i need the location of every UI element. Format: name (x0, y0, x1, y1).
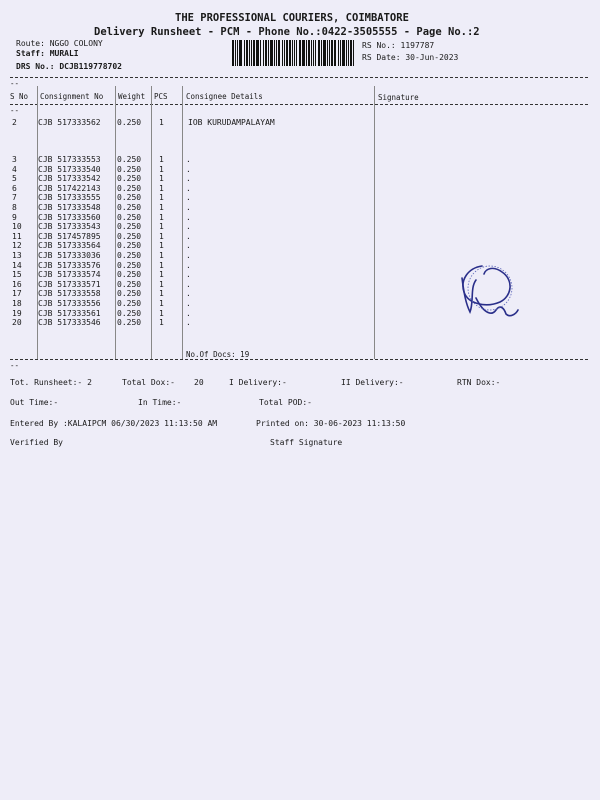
barcode-bar (338, 40, 339, 66)
row-consignment: CJB 517333560 (38, 212, 101, 222)
row-consignment: CJB 517333574 (38, 270, 101, 280)
row-consignment: CJB 517333576 (38, 260, 101, 270)
column-divider (374, 86, 375, 359)
barcode-bar (340, 40, 341, 66)
col-pcs: PCS (154, 92, 168, 101)
barcode-bar (327, 40, 328, 66)
barcode-bar (270, 40, 273, 66)
staff-label: Staff: MURALI (16, 49, 79, 58)
row-weight: 0.250 (117, 174, 142, 184)
entered-by: Entered By :KALAIPCM 06/30/2023 11:13:50 AM (10, 419, 218, 428)
row-consignee-dot: . (186, 231, 191, 241)
barcode-bar (274, 40, 275, 66)
barcode-bar (263, 40, 264, 66)
separator-mark: -- (10, 79, 20, 88)
row-pcs: 1 (159, 183, 164, 193)
row-weight: 0.250 (117, 183, 142, 193)
row-consignee-dot: . (186, 279, 191, 289)
column-divider (115, 86, 116, 359)
column-header-rule (10, 104, 588, 105)
row-pcs: 1 (159, 174, 164, 184)
barcode-bar (282, 40, 283, 66)
row-sno: 16 (12, 279, 22, 289)
runsheet-subtitle: Delivery Runsheet - PCM - Phone No.:0422-3505555 - Page No.:2 (94, 26, 480, 38)
barcode-bar (313, 40, 314, 66)
column-divider (182, 86, 183, 359)
barcode-bar (260, 40, 261, 66)
barcode-bar (311, 40, 312, 66)
tot-runsheet: Tot. Runsheet:- 2 (10, 378, 92, 387)
row-weight: 0.250 (117, 212, 142, 222)
row-sno: 3 (12, 155, 17, 164)
row-weight: 0.250 (117, 308, 142, 318)
barcode-bar (348, 40, 349, 66)
in-time: In Time:- (138, 398, 182, 407)
row-consignment: CJB 517457895 (38, 231, 101, 241)
barcode-bar (289, 40, 291, 66)
col-signature: Signature (378, 93, 419, 102)
row-consignment: CJB 517333571 (38, 279, 101, 289)
row-consignee-dot: . (186, 318, 191, 328)
row-sno: 2 (12, 118, 17, 127)
barcode-bar (246, 40, 248, 66)
rs-date: RS Date: 30-Jun-2023 (362, 53, 459, 62)
row-pcs: 1 (159, 299, 164, 308)
barcode-bar (308, 40, 310, 66)
row-pcs: 1 (159, 241, 164, 251)
row-weight: 0.250 (117, 279, 142, 289)
row-pcs: 1 (159, 118, 164, 127)
ii-delivery: II Delivery:- (341, 378, 404, 387)
row-consignment: CJB 517333542 (38, 174, 101, 184)
row-weight: 0.250 (117, 251, 142, 260)
row-sno: 19 (12, 308, 22, 318)
barcode-bar (315, 40, 316, 66)
row-sno: 11 (12, 231, 22, 241)
route-label: Route: NGGO COLONY (16, 39, 103, 48)
signature-stroke (462, 278, 476, 312)
row-pcs: 1 (159, 279, 164, 289)
separator-mark: -- (10, 106, 20, 115)
barcode-bar (331, 40, 333, 66)
row-consignee-dot: . (186, 155, 191, 164)
row-weight: 0.250 (117, 118, 142, 127)
barcode-bar (346, 40, 347, 66)
row-pcs: 1 (159, 260, 164, 270)
barcode-bar (256, 40, 259, 66)
verified-by: Verified By (10, 438, 63, 447)
col-consignee: Consignee Details (186, 92, 263, 101)
row-consignee: IOB KURUDAMPALAYAM (188, 118, 275, 127)
row-pcs: 1 (159, 222, 164, 232)
row-sno: 17 (12, 289, 22, 299)
column-divider (151, 86, 152, 359)
row-sno: 18 (12, 299, 22, 308)
i-delivery: I Delivery:- (229, 378, 287, 387)
row-pcs: 1 (159, 212, 164, 222)
row-sno: 10 (12, 222, 22, 232)
row-consignment: CJB 517333036 (38, 251, 101, 260)
barcode-bar (235, 40, 236, 66)
barcode-bar (276, 40, 277, 66)
row-sno: 7 (12, 193, 17, 203)
barcode-bar (265, 40, 267, 66)
row-weight: 0.250 (117, 260, 142, 270)
row-weight: 0.250 (117, 318, 142, 328)
row-consignment: CJB 517333546 (38, 318, 101, 328)
row-weight: 0.250 (117, 289, 142, 299)
table-bottom-rule (10, 359, 588, 360)
row-consignee-dot: . (186, 251, 191, 260)
row-consignment: CJB 517333540 (38, 164, 101, 174)
barcode-bar (329, 40, 330, 66)
row-pcs: 1 (159, 270, 164, 280)
barcode-bar (294, 40, 295, 66)
row-consignment: CJB 517333543 (38, 222, 101, 232)
row-pcs: 1 (159, 164, 164, 174)
row-sno: 4 (12, 164, 17, 174)
row-consignment: CJB 517333561 (38, 308, 101, 318)
row-consignment: CJB 517333558 (38, 289, 101, 299)
barcode-bar (251, 40, 252, 66)
row-pcs: 1 (159, 289, 164, 299)
signature-stamp-ring (468, 266, 512, 310)
row-sno: 20 (12, 318, 22, 328)
row-pcs: 1 (159, 203, 164, 212)
barcode-bar (334, 40, 336, 66)
row-weight: 0.250 (117, 241, 142, 251)
row-consignee-dot: . (186, 289, 191, 299)
barcode-bar (244, 40, 245, 66)
row-pcs: 1 (159, 155, 164, 164)
barcode-bar (323, 40, 326, 66)
row-weight: 0.250 (117, 203, 142, 212)
row-sno: 12 (12, 241, 22, 251)
col-consignment: Consignment No (40, 92, 104, 101)
row-consignee-dot: . (186, 183, 191, 193)
row-weight: 0.250 (117, 231, 142, 241)
barcode-bar (318, 40, 320, 66)
drs-number: DRS No.: DCJB119778702 (16, 62, 122, 71)
barcode-bar (237, 40, 238, 66)
barcode-bar (239, 40, 242, 66)
row-consignment: CJB 517422143 (38, 183, 101, 193)
row-consignment: CJB 517333548 (38, 203, 101, 212)
barcode-bar (292, 40, 293, 66)
barcode-bar (306, 40, 307, 66)
row-sno: 14 (12, 260, 22, 270)
row-weight: 0.250 (117, 155, 142, 164)
barcode-bar (299, 40, 301, 66)
barcode-bar (278, 40, 280, 66)
separator-mark: -- (10, 361, 20, 370)
barcode-bar (249, 40, 250, 66)
row-pcs: 1 (159, 308, 164, 318)
row-weight: 0.250 (117, 222, 142, 232)
row-sno: 5 (12, 174, 17, 184)
printed-on: Printed on: 30-06-2023 11:13:50 (256, 419, 406, 428)
barcode-bar (284, 40, 285, 66)
barcode-bar (353, 40, 354, 66)
row-consignee-dot: . (186, 193, 191, 203)
col-weight: Weight (118, 92, 146, 101)
col-sno: S No (10, 92, 29, 101)
row-pcs: 1 (159, 231, 164, 241)
out-time: Out Time:- (10, 398, 59, 407)
row-consignee-dot: . (186, 222, 191, 232)
barcode-bar (253, 40, 255, 66)
rs-number: RS No.: 1197787 (362, 41, 435, 50)
row-weight: 0.250 (117, 193, 142, 203)
row-consignee-dot: . (186, 299, 191, 308)
barcode-bar (296, 40, 297, 66)
row-consignment: CJB 517333553 (38, 155, 101, 164)
company-title: THE PROFESSIONAL COURIERS, COIMBATORE (175, 12, 409, 24)
barcode-bar (342, 40, 345, 66)
row-pcs: 1 (159, 318, 164, 328)
row-consignment: CJB 517333555 (38, 193, 101, 203)
row-consignment: CJB 517333564 (38, 241, 101, 251)
row-consignee-dot: . (186, 308, 191, 318)
total-pod: Total POD:- (259, 398, 312, 407)
barcode-bar (302, 40, 305, 66)
no-of-docs: No.Of Docs: 19 (186, 350, 250, 359)
signature-stroke (463, 266, 510, 305)
row-consignment: CJB 517333556 (38, 299, 101, 308)
row-weight: 0.250 (117, 299, 142, 308)
row-consignee-dot: . (186, 270, 191, 280)
barcode-bar (350, 40, 352, 66)
total-dox-value: 20 (194, 378, 204, 387)
barcode-graphic (232, 40, 356, 66)
row-weight: 0.250 (117, 270, 142, 280)
barcode-bar (321, 40, 322, 66)
signature-stroke (476, 298, 518, 316)
row-consignment: CJB 517333562 (38, 118, 101, 127)
row-pcs: 1 (159, 193, 164, 203)
barcode-bar (286, 40, 289, 66)
total-dox-label: Total Dox:- (122, 378, 175, 387)
staff-signature: Staff Signature (270, 438, 343, 447)
row-pcs: 1 (159, 251, 164, 260)
barcode-bar (232, 40, 234, 66)
row-sno: 15 (12, 270, 22, 280)
row-consignee-dot: . (186, 203, 191, 212)
row-sno: 8 (12, 203, 17, 212)
row-weight: 0.250 (117, 164, 142, 174)
row-consignee-dot: . (186, 260, 191, 270)
row-consignee-dot: . (186, 174, 191, 184)
row-consignee-dot: . (186, 164, 191, 174)
header-rule (10, 77, 588, 78)
signature-scribble (450, 258, 520, 322)
row-sno: 13 (12, 251, 22, 260)
row-sno: 6 (12, 183, 17, 193)
row-sno: 9 (12, 212, 17, 222)
row-consignee-dot: . (186, 241, 191, 251)
row-consignee-dot: . (186, 212, 191, 222)
barcode-bar (268, 40, 269, 66)
rtn-dox: RTN Dox:- (457, 378, 501, 387)
